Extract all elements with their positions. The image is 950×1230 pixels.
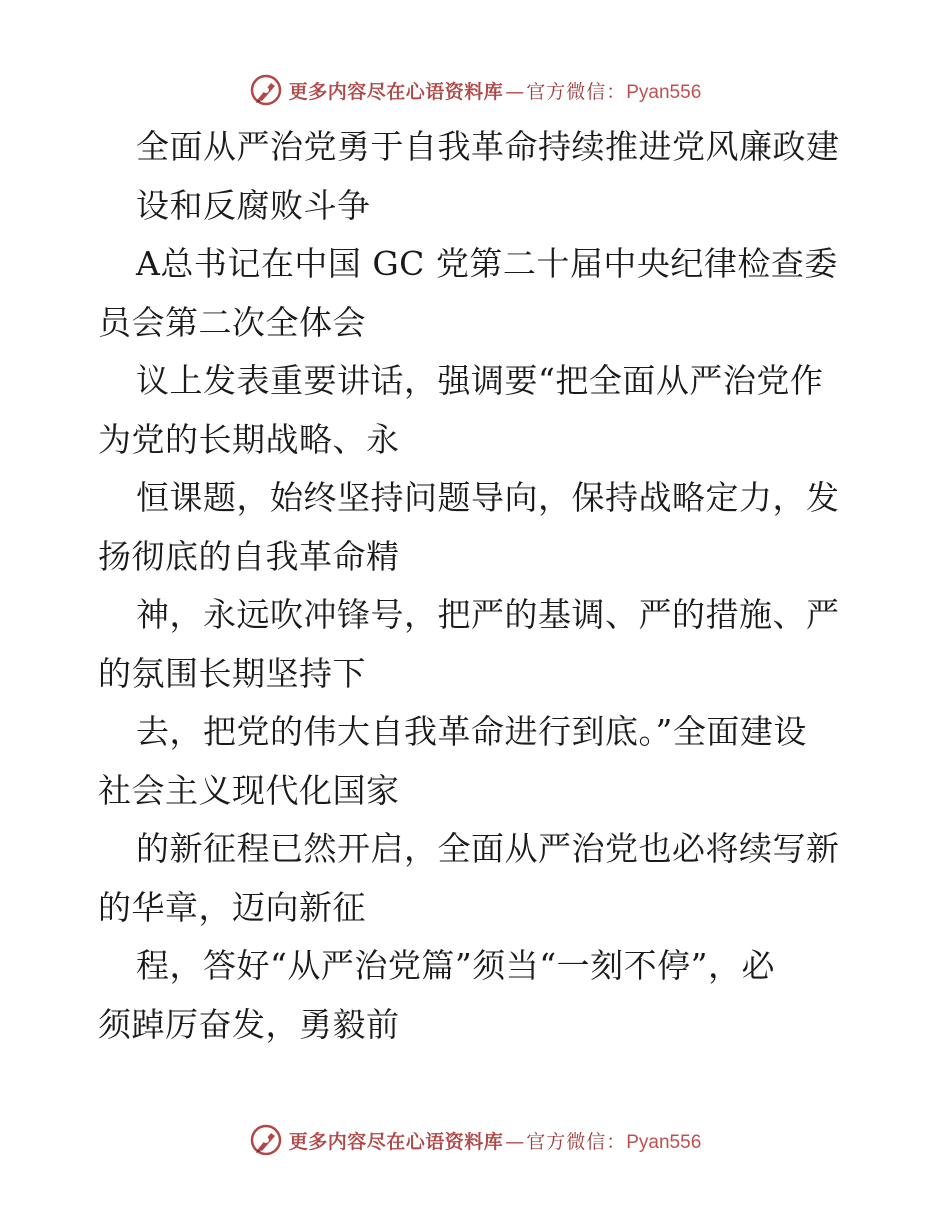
text-line: 为党的长期战略、永: [98, 419, 400, 459]
watermark-dash: —: [505, 1130, 525, 1153]
text-line: A总书记在中国 GC 党第二十届中央纪律检查委: [136, 244, 838, 283]
watermark-wechat-label: 官方微信：: [526, 1130, 627, 1153]
text-line: 神，永远吹冲锋号，把严的基调、严的措施、严: [136, 595, 840, 634]
pen-logo-icon: [249, 1123, 283, 1157]
text-line: 设和反腐败斗争: [136, 185, 371, 225]
watermark-wechat-label: 官方微信：: [526, 80, 627, 103]
text-line: 议上发表重要讲话，强调要“把全面从严治党作: [136, 361, 824, 400]
text-line: 恒课题，始终坚持问题导向，保持战略定力，发: [136, 478, 840, 517]
watermark-dash: —: [505, 80, 525, 103]
text-line: 社会主义现代化国家: [98, 770, 400, 810]
text-line: 的华章，迈向新征: [98, 887, 366, 927]
text-line: 的氛围长期坚持下: [98, 653, 366, 693]
footer-watermark: [0, 1120, 950, 1160]
document-body: [98, 118, 854, 1054]
text-line: 扬彻底的自我革命精: [98, 536, 400, 576]
watermark-wechat-id: Pyan556: [626, 1131, 702, 1153]
text-line: 须踔厉奋发，勇毅前: [98, 1004, 400, 1044]
watermark-wechat-id: Pyan556: [626, 81, 702, 103]
header-watermark: [0, 70, 950, 110]
pen-logo-icon: [249, 73, 283, 107]
text-line: 去，把党的伟大自我革命进行到底。”全面建设: [136, 712, 807, 751]
text-line: 全面从严治党勇于自我革命持续推进党风廉政建: [136, 127, 840, 166]
watermark-main-text: 更多内容尽在心语资料库: [288, 1130, 504, 1153]
text-line: 员会第二次全体会: [98, 302, 366, 342]
text-line: 程，答好“从严治党篇”须当“一刻不停”，必: [136, 946, 775, 985]
watermark-main-text: 更多内容尽在心语资料库: [288, 80, 504, 103]
text-line: 的新征程已然开启，全面从严治党也必将续写新: [136, 829, 840, 868]
